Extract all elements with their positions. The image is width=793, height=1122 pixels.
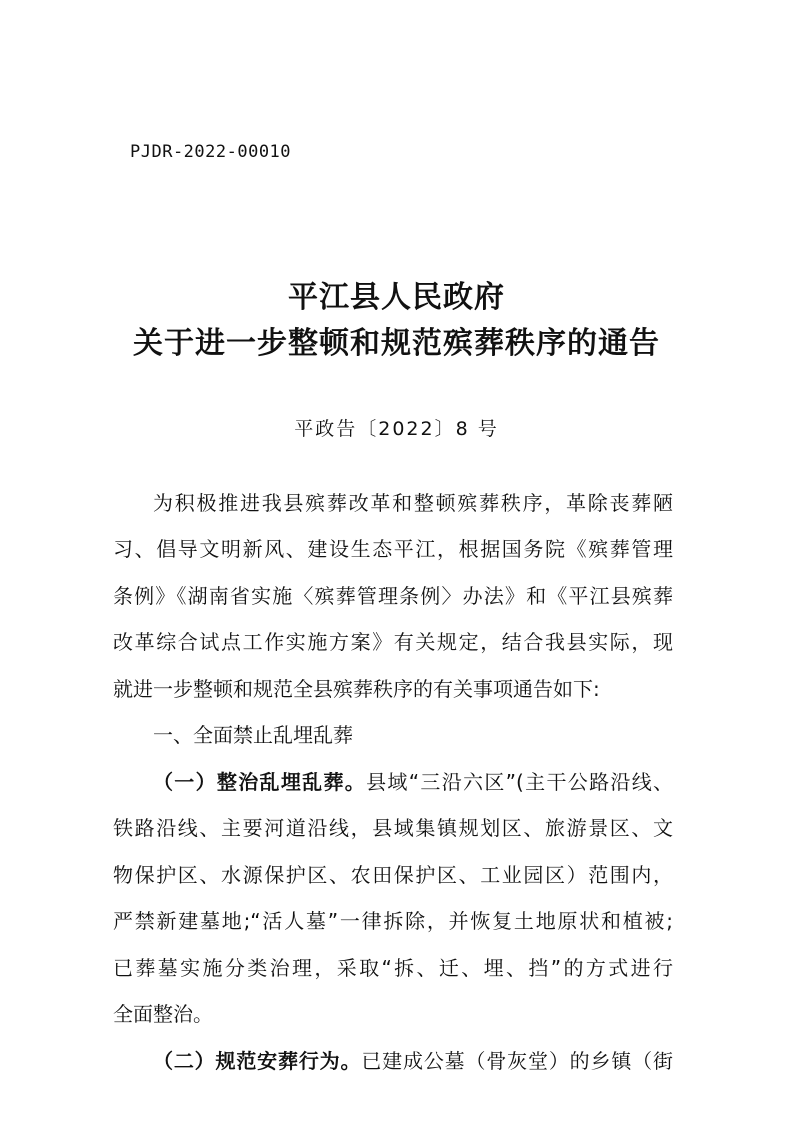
item-1-line: 全面整治。 <box>113 1002 213 1026</box>
document-code: 平政告〔2022〕8 号 <box>294 418 499 440</box>
title-line-1: 平江县人民政府 <box>288 280 505 315</box>
item-2-text: 已建成公墓（骨灰堂）的乡镇（街 <box>361 1049 674 1073</box>
intro-line: 就进一步整顿和规范全县殡葬秩序的有关事项通告如下: <box>113 677 600 701</box>
item-1-text: 县域“三沿六区”(主干公路沿线、 <box>366 770 674 794</box>
intro-line: 习、倡导文明新风、建设生态平江，根据国务院《殡葬管理 <box>113 537 673 561</box>
item-1-line: 铁路沿线、主要河道沿线，县域集镇规划区、旅游景区、文 <box>113 816 673 840</box>
document-number: PJDR-2022-00010 <box>130 142 292 162</box>
item-1-first-line <box>153 769 673 795</box>
item-1-heading: （一）整治乱埋乱葬。 <box>153 770 367 794</box>
item-2-first-line <box>153 1048 673 1074</box>
item-1-line: 已葬墓实施分类治理，采取“拆、迁、埋、挡”的方式进行 <box>113 956 673 980</box>
intro-line: 条例》《湖南省实施〈殡葬管理条例〉办法》和《平江县殡葬 <box>113 584 673 608</box>
item-1-line: 严禁新建墓地;“活人墓”一律拆除，并恢复土地原状和植被; <box>113 909 673 933</box>
intro-line: 为积极推进我县殡葬改革和整顿殡葬秩序，革除丧葬陋 <box>153 491 673 515</box>
section-heading: 一、全面禁止乱埋乱葬 <box>153 723 353 747</box>
item-2-heading: （二）规范安葬行为。 <box>153 1049 362 1073</box>
intro-line: 改革综合试点工作实施方案》有关规定，结合我县实际，现 <box>113 630 673 654</box>
item-1-line: 物保护区、水源保护区、农田保护区、工业园区）范围内， <box>113 863 673 887</box>
title-line-2: 关于进一步整顿和规范殡葬秩序的通告 <box>133 326 660 361</box>
